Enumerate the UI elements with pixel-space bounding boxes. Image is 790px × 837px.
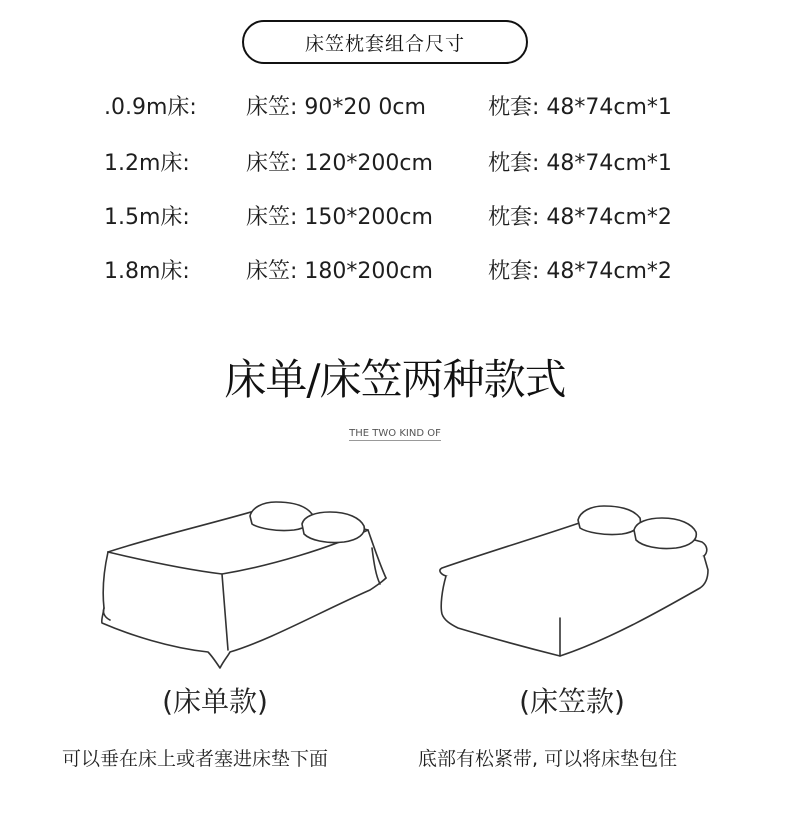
flat-sheet-style-label: (床单款) (162, 685, 268, 718)
bed-size: 1.5m床: (104, 205, 190, 230)
size-combo-title-pill (242, 20, 528, 64)
fitted-sheet-size: 床笠: 150*200cm (246, 205, 433, 230)
section-title: 床单/床笠两种款式 (224, 355, 566, 404)
fitted-sheet-size: 床笠: 90*20 0cm (246, 95, 426, 120)
section-subtitle-text: THE TWO KIND OF (349, 428, 441, 439)
fitted-sheet-size: 床笠: 120*200cm (246, 151, 433, 176)
pillowcase-size: 枕套: 48*74cm*1 (488, 95, 672, 120)
flat-sheet-bed-icon (90, 490, 390, 680)
bed-size: 1.2m床: (104, 151, 190, 176)
pillowcase-size: 枕套: 48*74cm*2 (488, 205, 672, 230)
size-row (0, 198, 790, 238)
size-row (0, 88, 790, 128)
bed-size: 1.8m床: (104, 259, 190, 284)
fitted-sheet-size: 床笠: 180*200cm (246, 259, 433, 284)
pillowcase-size: 枕套: 48*74cm*2 (488, 259, 672, 284)
size-row (0, 144, 790, 184)
size-row (0, 252, 790, 292)
section-subtitle (0, 428, 790, 439)
fitted-sheet-bed-icon (428, 490, 718, 660)
bed-size: .0.9m床: (104, 95, 197, 120)
size-combo-title: 床笠枕套组合尺寸 (304, 32, 465, 55)
fitted-sheet-description: 底部有松紧带, 可以将床垫包住 (418, 748, 678, 770)
flat-sheet-description: 可以垂在床上或者塞进床垫下面 (62, 748, 329, 770)
fitted-sheet-style-label: (床笠款) (519, 685, 625, 718)
pillowcase-size: 枕套: 48*74cm*1 (488, 151, 672, 176)
